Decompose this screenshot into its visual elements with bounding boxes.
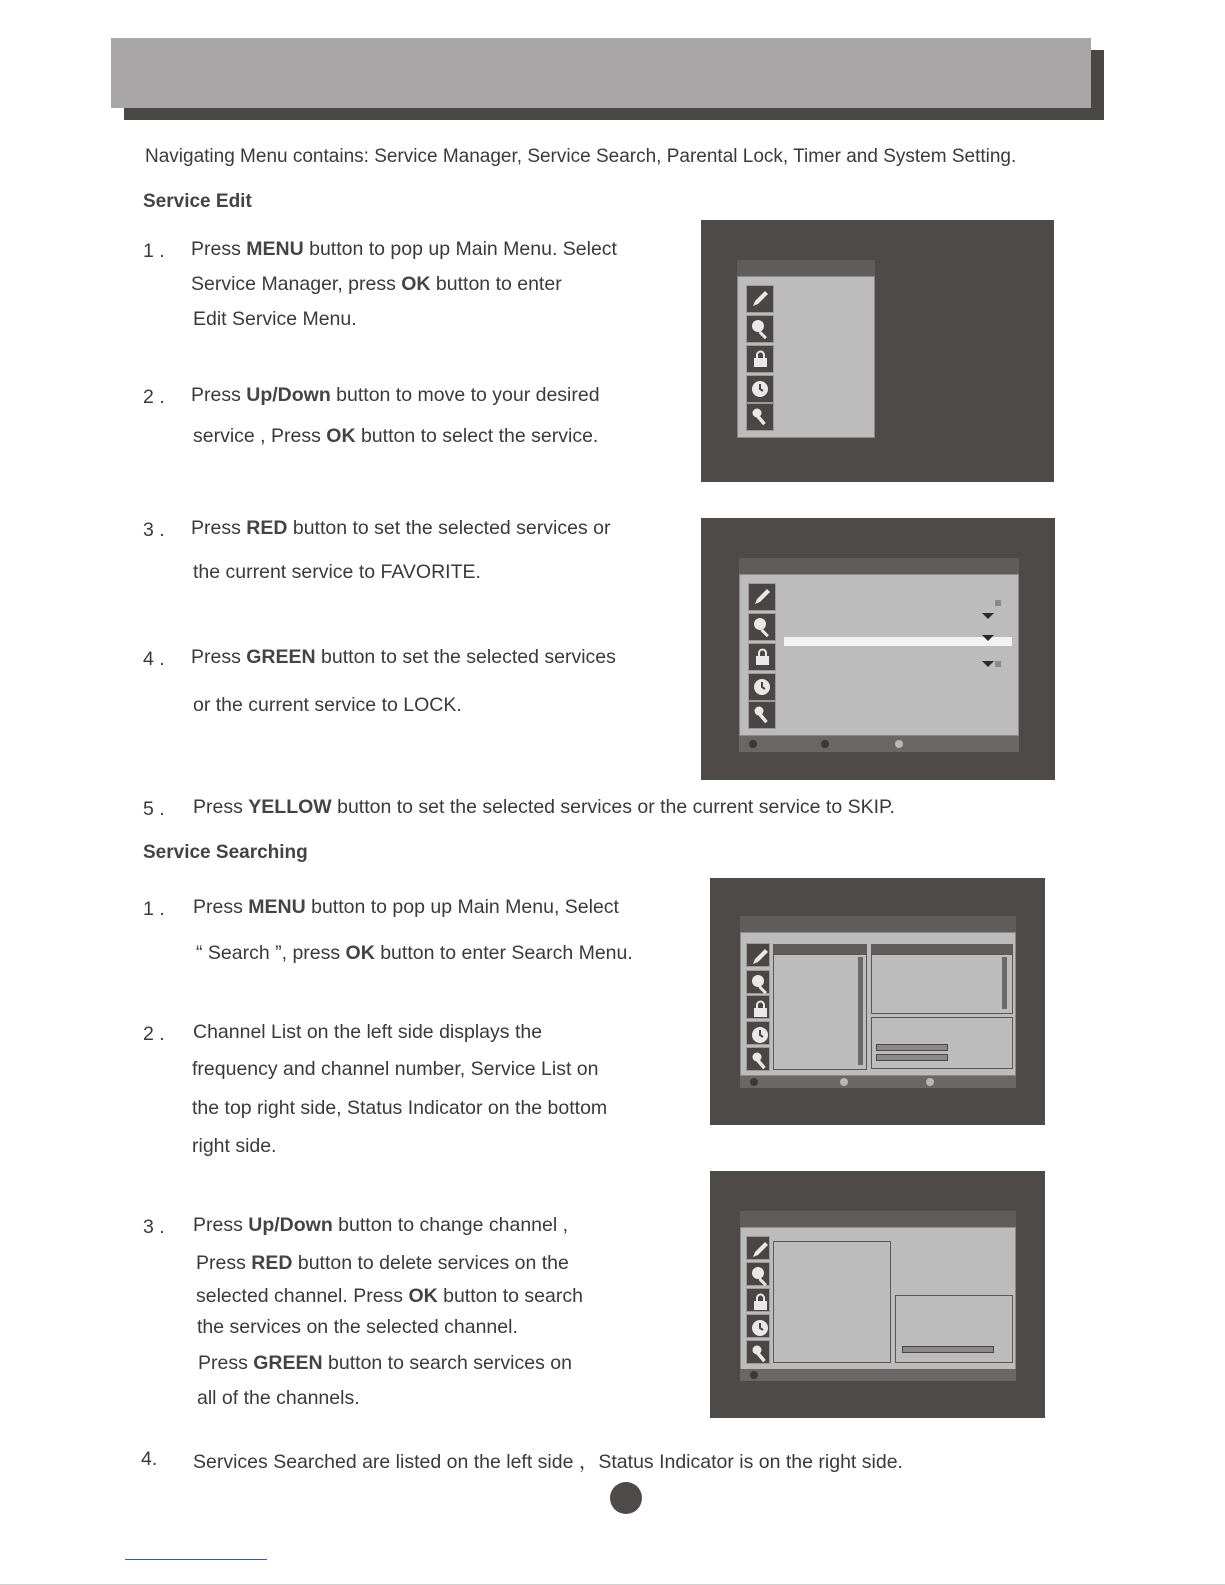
magnifier-icon (746, 1262, 770, 1286)
wrench-icon (746, 1047, 770, 1071)
step-line: service , Press OK button to select the service. (193, 425, 599, 447)
pencil-icon (748, 583, 776, 611)
menu-title-bar (740, 916, 1016, 932)
footer-link-line (125, 1559, 267, 1560)
menu-title-bar (737, 260, 875, 276)
keyword-green: GREEN (253, 1352, 323, 1374)
keyword-ok: OK (408, 1285, 438, 1307)
lock-icon (746, 1288, 770, 1312)
keyword-menu: MENU (246, 238, 304, 260)
step-line: right side. (192, 1135, 277, 1157)
clock-icon (748, 673, 776, 701)
magnifier-icon (746, 970, 770, 994)
step-line: the top right side, Status Indicator on the bottom (192, 1097, 608, 1119)
lock-icon (746, 345, 774, 373)
green-key-icon (821, 740, 829, 748)
menu-panel (740, 932, 1016, 1076)
signal-quality-bar (876, 1054, 948, 1061)
status-indicator-pane (871, 1017, 1013, 1069)
searched-services-pane (773, 1241, 891, 1363)
lock-icon (748, 643, 776, 671)
step-line: the current service to FAVORITE. (193, 561, 481, 583)
service-list-pane (871, 954, 1013, 1014)
signal-strength-bar (876, 1044, 948, 1051)
red-key-icon (750, 1371, 758, 1379)
step-line: frequency and channel number, Service List on (192, 1058, 599, 1080)
screenshot-search-menu (710, 878, 1045, 1125)
step-line: Services Searched are listed on the left side ，Status Indicator is on the right side. (193, 1451, 903, 1473)
step-line: or the current service to LOCK. (193, 694, 462, 716)
service-searching-heading: Service Searching (143, 842, 308, 863)
step-line: Service Manager, press OK button to enter (191, 273, 562, 295)
channel-list-scrollbar[interactable] (858, 957, 863, 1065)
color-key-bar (740, 1369, 1016, 1381)
magnifier-icon (746, 315, 774, 343)
service-list-scrollbar[interactable] (1002, 957, 1007, 1009)
step-number: 4 . (143, 648, 165, 670)
pencil-icon (746, 1236, 770, 1260)
search-progress-bar (902, 1346, 994, 1353)
wrench-icon (746, 403, 774, 431)
service-list-header (871, 944, 1013, 954)
step-line: Press MENU button to pop up Main Menu, Select (193, 896, 619, 918)
step-number: 2 . (143, 1023, 165, 1045)
keyword-up-down: Up/Down (246, 384, 331, 406)
keyword-ok: OK (401, 273, 431, 295)
keyword-menu: MENU (248, 896, 306, 918)
screenshot-main-menu (701, 220, 1054, 482)
menu-panel (739, 574, 1019, 736)
clock-icon (746, 1021, 770, 1045)
menu-panel (740, 1227, 1016, 1371)
status-indicator-pane (895, 1295, 1013, 1363)
menu-title-bar (739, 558, 1019, 574)
step-line: “ Search ”, press OK button to enter Search Menu. (196, 942, 633, 964)
pencil-icon (746, 943, 770, 967)
keyword-ok: OK (345, 942, 375, 964)
step-line: selected channel. Press OK button to search (196, 1285, 583, 1307)
ok-key-icon (926, 1078, 934, 1086)
color-key-bar (739, 736, 1019, 752)
color-key-bar (740, 1076, 1016, 1088)
step-number: 3 . (143, 519, 165, 541)
step-line: Press RED button to delete services on the (196, 1252, 569, 1274)
green-key-icon (840, 1078, 848, 1086)
keyword-red: RED (246, 517, 288, 539)
step-line: Press Up/Down button to move to your desired (191, 384, 600, 406)
step-line: Press YELLOW button to set the selected services or the current service to SKIP. (193, 796, 895, 818)
screenshot-search-progress (710, 1171, 1045, 1418)
magnifier-icon (748, 613, 776, 641)
wrench-icon (748, 701, 776, 729)
menu-panel (737, 276, 875, 438)
pencil-icon (746, 285, 774, 313)
channel-list-pane (773, 954, 867, 1070)
keyword-red: RED (251, 1252, 293, 1274)
step-line: Press RED button to set the selected services or (191, 517, 611, 539)
step-line: Press GREEN button to set the selected services (191, 646, 616, 668)
wrench-icon (746, 1340, 770, 1364)
clock-icon (746, 375, 774, 403)
step-line: the services on the selected channel. (197, 1316, 518, 1338)
header-banner (111, 38, 1091, 108)
step-line: Edit Service Menu. (193, 308, 357, 330)
step-line: all of the channels. (197, 1387, 360, 1409)
yellow-key-icon (895, 740, 903, 748)
red-key-icon (749, 740, 757, 748)
step-number: 2 . (143, 386, 165, 408)
red-key-icon (750, 1078, 758, 1086)
lock-icon (746, 995, 770, 1019)
clock-icon (746, 1314, 770, 1338)
service-edit-heading: Service Edit (143, 191, 252, 212)
step-line: Press GREEN button to search services on (198, 1352, 572, 1374)
step-line: Channel List on the left side displays the (193, 1021, 543, 1043)
keyword-green: GREEN (246, 646, 316, 668)
step-number: 5 . (143, 798, 165, 820)
intro-text: Navigating Menu contains: Service Manager, Service Search, Parental Lock, Timer and System Setting. (145, 146, 1017, 167)
menu-title-bar (740, 1211, 1016, 1227)
keyword-ok: OK (326, 425, 356, 447)
step-number: 1 . (143, 898, 165, 920)
step-line: Press Up/Down button to change channel , (193, 1214, 569, 1236)
service-flags-icon (978, 599, 1008, 671)
step-number: 3 . (143, 1216, 165, 1238)
screenshot-edit-service (701, 518, 1055, 780)
step-line: Press MENU button to pop up Main Menu. Select (191, 238, 617, 260)
channel-list-header (773, 944, 867, 954)
page-number-badge (610, 1482, 642, 1514)
keyword-up-down: Up/Down (248, 1214, 333, 1236)
step-number: 4. (141, 1448, 158, 1470)
step-number: 1 . (143, 240, 165, 262)
keyword-yellow: YELLOW (248, 796, 332, 818)
